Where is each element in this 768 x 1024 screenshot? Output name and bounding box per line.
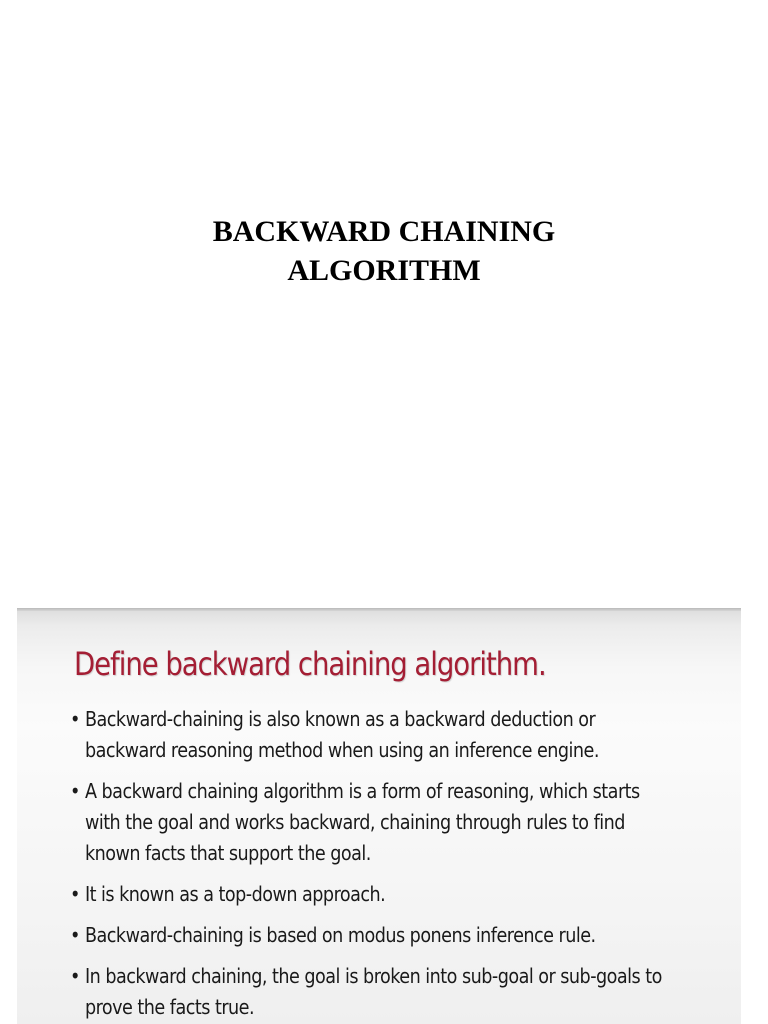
bullet-1-line-1: Backward-chaining is also known as a backward deduction or [84,707,596,731]
slide-image [17,608,741,1024]
document-title-line-1: BACKWARD CHAINING [212,215,556,248]
bullet-item-2 [70,776,736,869]
bullet-list [70,704,730,1023]
bullet-item-4 [70,920,736,951]
slide-heading: Define backward chaining algorithm. [74,645,546,683]
bullet-1-line-2: backward reasoning method when using an inference engine. [84,738,599,762]
bullet-5-line-2: prove the facts true. [84,995,255,1019]
bullet-2-line-3: known facts that support the goal. [84,841,371,865]
bullet-item-5 [70,961,736,1023]
document-title-line-2: ALGORITHM [287,254,481,287]
bullet-dot-icon: • [70,779,80,803]
bullet-dot-icon: • [70,923,80,947]
bullet-2-line-1: A backward chaining algorithm is a form of reasoning, which starts [84,779,640,803]
bullet-dot-icon: • [70,707,80,731]
bullet-3-line-1: It is known as a top-down approach. [84,882,386,906]
bullet-5-line-1: In backward chaining, the goal is broken into sub-goal or sub-goals to [84,964,662,988]
bullet-4-line-1: Backward-chaining is based on modus ponens inference rule. [84,923,596,947]
bullet-item-3 [70,879,736,910]
slide-top-edge [17,608,741,611]
bullet-item-1 [70,704,736,766]
bullet-2-line-2: with the goal and works backward, chaining through rules to find [84,810,625,834]
bullet-dot-icon: • [70,882,80,906]
bullet-dot-icon: • [70,964,80,988]
document-title [0,212,768,290]
